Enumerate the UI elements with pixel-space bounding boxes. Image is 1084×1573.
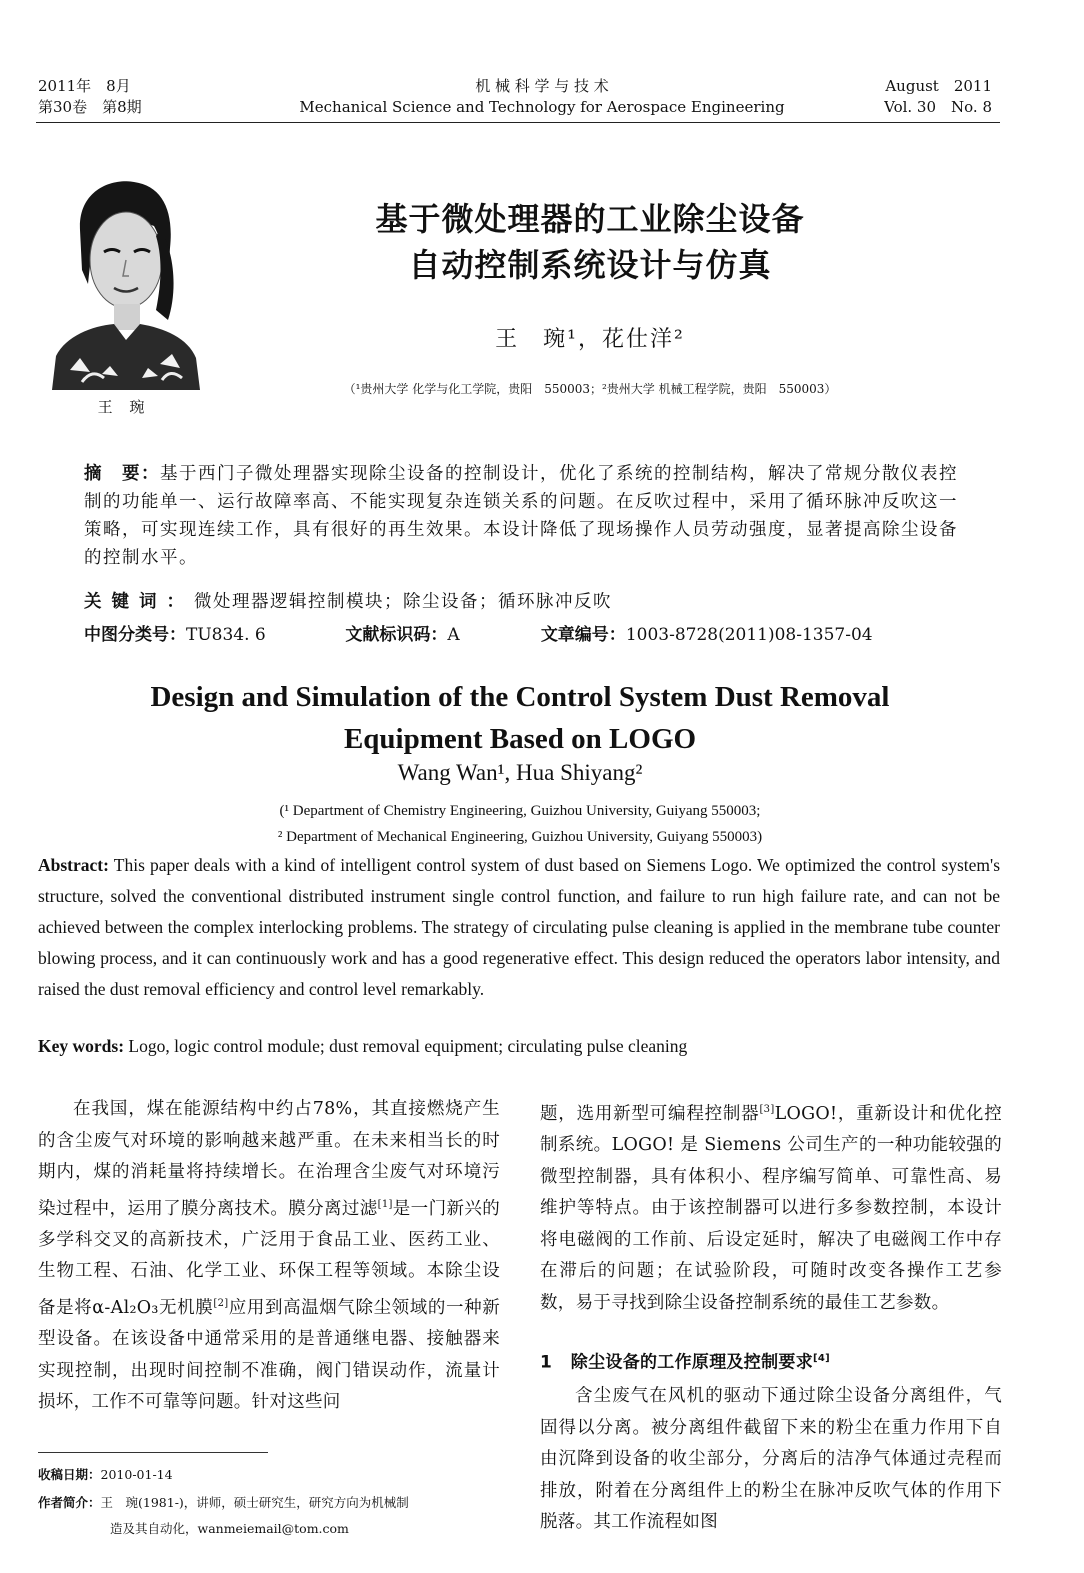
journal-date-volume-en bbox=[884, 76, 992, 118]
journal-date-volume bbox=[38, 76, 238, 118]
keywords-en-text: Logo, logic control module; dust removal equipment; circulating pulse cleaning bbox=[124, 1036, 688, 1056]
abstract-cn bbox=[84, 460, 964, 572]
abstract-en-text: This paper deals with a kind of intelligent control system of dust based on Siemens Logo. We optimized the control system's structure, solved the conventional distributed instrument single control function, and failure to run high failure rate, and can not be achieved between the complex interlocking problems. The strategy of circulating pulse cleaning is applied in the membrane tube counter blowing process, and it can continuously work and has a good regenerative effect. This design reduced the operators labor intensity, and raised the dust removal efficiency and control level remarkably. bbox=[38, 855, 1000, 999]
authors-en: Wang Wan¹, Hua Shiyang² bbox=[397, 760, 643, 785]
article-title-cn bbox=[280, 196, 900, 288]
keywords-cn-text: 微处理器逻辑控制模块；除尘设备；循环脉冲反吹 bbox=[194, 592, 612, 612]
affiliation-en-line2: ² Department of Mechanical Engineering, Guizhou University, Guiyang 550003) bbox=[277, 829, 763, 845]
clc-number: 中图分类号：TU834. 6 bbox=[84, 625, 266, 645]
affiliation-cn: （¹贵州大学 化学与化工学院，贵阳 550003；²贵州大学 机械工程学院，贵阳 550003） bbox=[343, 382, 837, 396]
header-date-en: August 2011 bbox=[885, 77, 992, 95]
citation-2[interactable]: [2] bbox=[213, 1297, 229, 1309]
title-en-line1: Design and Simulation of the Control System Dust Removal bbox=[150, 681, 890, 713]
title-en-line2: Equipment Based on LOGO bbox=[343, 723, 697, 755]
keywords-cn-label: 关键词： bbox=[84, 592, 194, 612]
journal-name bbox=[270, 76, 814, 118]
footnote-divider bbox=[38, 1452, 268, 1453]
abstract-en bbox=[38, 850, 1000, 1005]
section-1-paragraph: 含尘废气在风机的驱动下通过除尘设备分离组件，气固得以分离。被分离组件截留下来的粉尘在重力作用下自由沉降到设备的收尘部分，分离后的洁净气体通过壳程而排放，附着在分离组件上的粉尘在脉冲反吹气体的作用下脱落。其工作流程如图 bbox=[540, 1386, 1002, 1533]
affiliation-en bbox=[120, 798, 920, 850]
header-volume-en: Vol. 30 No. 8 bbox=[884, 98, 992, 116]
header-divider bbox=[36, 122, 1000, 123]
intro-paragraph-continued: 题，选用新型可编程控制器[3]LOGO!，重新设计和优化控制系统。LOGO! 是 Siemens 公司生产的一种功能较强的微型控制器，具有体积小、程序编写简单、可靠性高、易维护等特点。由于该控制器可以进行多参数控制，本设计将电磁阀的工作前、后设定延时，解决了电磁阀工作中存在滞后的问题；在试验阶段，可随时改变各操作工艺参数，易于寻找到除尘设备控制系统的最佳工艺参数。 bbox=[540, 1103, 1002, 1313]
abstract-cn-label: 摘 要： bbox=[84, 464, 160, 484]
author-photo bbox=[42, 160, 202, 390]
section-number: 1 bbox=[540, 1352, 553, 1373]
body-column-left bbox=[38, 1094, 500, 1419]
citation-1[interactable]: [1] bbox=[377, 1198, 393, 1210]
author-bio: 作者简介：王 琬(1981-)，讲师，硕士研究生，研究方向为机械制 bbox=[38, 1495, 409, 1510]
affiliation-en-line1: (¹ Department of Chemistry Engineering, Guizhou University, Guiyang 550003; bbox=[279, 803, 761, 819]
section-title: 除尘设备的工作原理及控制要求 bbox=[570, 1352, 813, 1373]
received-date: 收稿日期：2010-01-14 bbox=[38, 1467, 173, 1482]
journal-name-cn: 机 械 科 学 与 技 术 bbox=[475, 77, 609, 95]
photo-caption: 王 琬 bbox=[97, 398, 151, 416]
keywords-en bbox=[38, 1036, 1000, 1057]
header-date: 2011年 8月 bbox=[38, 77, 131, 95]
header-volume: 第30卷 第8期 bbox=[38, 98, 142, 116]
citation-3[interactable]: [3] bbox=[759, 1104, 775, 1115]
title-cn-line2: 自动控制系统设计与仿真 bbox=[408, 246, 772, 284]
document-code: 文献标识码：A bbox=[345, 625, 460, 645]
author-bio-continued: 造及其自动化，wanmeiemail@tom.com bbox=[110, 1521, 349, 1536]
author-portrait-image bbox=[42, 160, 202, 390]
keywords-cn bbox=[84, 588, 964, 613]
citation-4[interactable]: [4] bbox=[813, 1353, 830, 1365]
classification-row bbox=[84, 620, 984, 645]
abstract-cn-text: 基于西门子微处理器实现除尘设备的控制设计，优化了系统的控制结构，解决了常规分散仪表控制的功能单一、运行故障率高、不能实现复杂连锁关系的问题。在反吹过程中，采用了循环脉冲反吹这一策略，可实现连续工作，具有很好的再生效果。本设计降低了现场操作人员劳动强度，显著提高除尘设备的控制水平。 bbox=[84, 464, 958, 568]
journal-name-en: Mechanical Science and Technology for Aerospace Engineering bbox=[299, 98, 785, 116]
body-column-right bbox=[540, 1094, 1002, 1539]
intro-paragraph: 在我国，煤在能源结构中约占78%，其直接燃烧产生的含尘废气对环境的影响越来越严重。在未来相当长的时期内，煤的消耗量将持续增长。在治理含尘废气对环境污染过程中，运用了膜分离技术。膜分离过滤[1]是一门新兴的多学科交叉的高新技术，广泛用于食品工业、医药工业、生物工程、石油、化学工业、环保工程等领域。本除尘设备是将α-Al₂O₃无机膜[2]应用到高温烟气除尘领域的一种新型设备。在该设备中通常采用的是普通继电器、接触器来实现控制，出现时间控制不准确，阀门错误动作，流量计损坏，工作不可靠等问题。针对这些问 bbox=[38, 1099, 501, 1413]
title-cn-line1: 基于微处理器的工业除尘设备 bbox=[375, 200, 805, 238]
abstract-en-label: Abstract: bbox=[38, 855, 109, 875]
section-heading-1 bbox=[540, 1343, 1002, 1379]
keywords-en-label: Key words: bbox=[38, 1036, 125, 1056]
article-title-en bbox=[100, 676, 940, 760]
article-number: 文章编号：1003-8728(2011)08-1357-04 bbox=[540, 625, 873, 645]
authors-cn: 王 琬¹，花仕洋² bbox=[495, 327, 685, 352]
